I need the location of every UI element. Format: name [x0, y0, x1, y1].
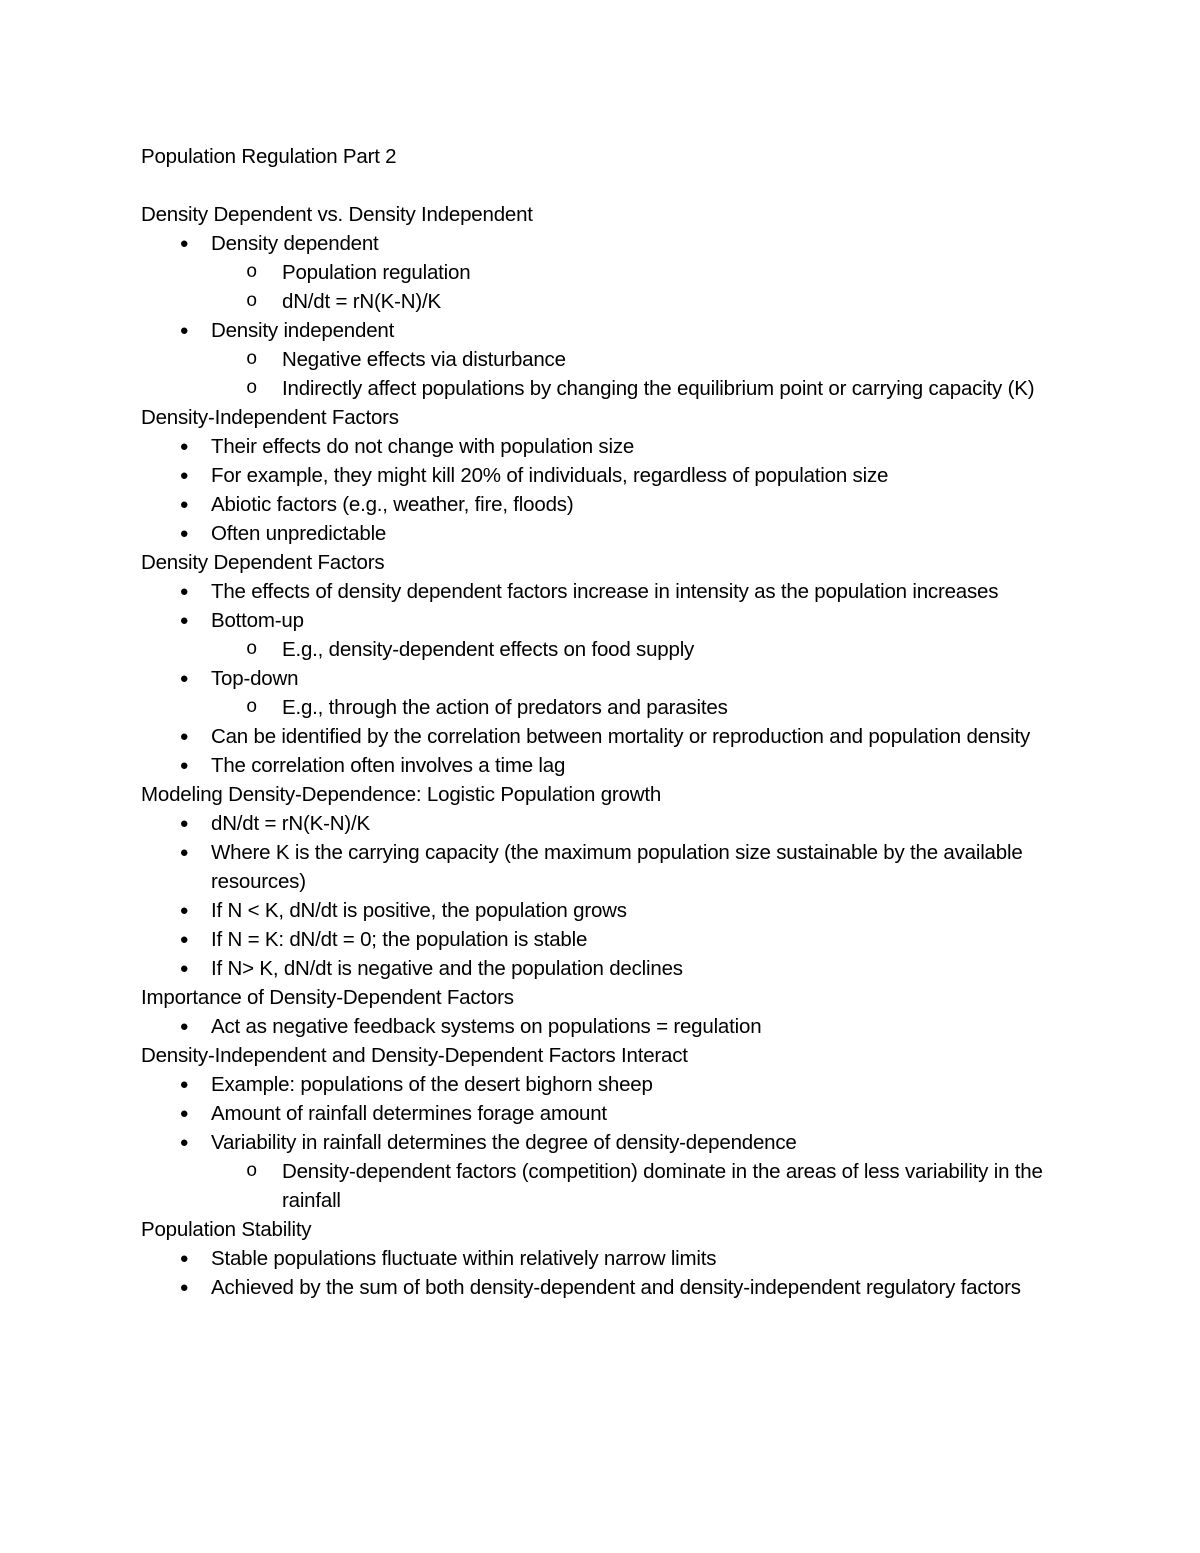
bullet-text: Density independent: [211, 319, 395, 342]
bullet-item: [141, 896, 1081, 925]
sub-bullet-list: [211, 635, 1081, 664]
bullet-list: [141, 229, 1081, 403]
bullet-dot-icon: ●: [179, 670, 189, 687]
bullet-text: Achieved by the sum of both density-dependent and density-independent regulatory factors: [211, 1276, 1021, 1299]
bullet-text: Often unpredictable: [211, 522, 387, 545]
bullet-item: [141, 490, 1081, 519]
bullet-list: [141, 577, 1081, 780]
hollow-circle-bullet-icon: o: [246, 290, 258, 312]
bullet-item: [141, 316, 1081, 403]
bullet-item: [141, 722, 1081, 751]
section-heading: Population Stability: [141, 1218, 312, 1241]
blank-line: [141, 171, 1081, 200]
bullet-list: [141, 432, 1081, 548]
bullet-text: Top-down: [211, 667, 299, 690]
bullet-text: The correlation often involves a time lag: [211, 754, 566, 777]
bullet-item: [141, 838, 1081, 896]
bullet-text: dN/dt = rN(K-N)/K: [211, 812, 370, 835]
bullet-item: [141, 519, 1081, 548]
bullet-list: [141, 809, 1081, 983]
bullet-item: [141, 664, 1081, 722]
bullet-list: [141, 1012, 1081, 1041]
bullet-dot-icon: ●: [179, 757, 189, 774]
bullet-list: [141, 1244, 1081, 1302]
bullet-text: The effects of density dependent factors increase in intensity as the population increases: [211, 580, 999, 603]
bullet-text: Stable populations fluctuate within relatively narrow limits: [211, 1247, 717, 1270]
sub-bullet-text: E.g., through the action of predators and parasites: [282, 696, 728, 719]
bullet-item: [141, 1099, 1081, 1128]
hollow-circle-bullet-icon: o: [246, 1160, 258, 1182]
bullet-text: Bottom-up: [211, 609, 304, 632]
hollow-circle-bullet-icon: o: [246, 377, 258, 399]
sub-bullet-list: [211, 258, 1081, 316]
sub-bullet-list: [211, 693, 1081, 722]
section-heading: Importance of Density-Dependent Factors: [141, 986, 514, 1009]
hollow-circle-bullet-icon: o: [246, 638, 258, 660]
sections-container: [141, 200, 1081, 1302]
bullet-text: Where K is the carrying capacity (the maximum population size sustainable by the available resources): [211, 841, 1023, 893]
bullet-item: [141, 751, 1081, 780]
bullet-dot-icon: ●: [179, 815, 189, 832]
bullet-text: For example, they might kill 20% of individuals, regardless of population size: [211, 464, 889, 487]
sub-bullet-list: [211, 1157, 1081, 1215]
hollow-circle-bullet-icon: o: [246, 696, 258, 718]
bullet-item: [141, 606, 1081, 664]
bullet-item: [141, 1273, 1081, 1302]
bullet-dot-icon: ●: [179, 467, 189, 484]
sub-bullet-item: [211, 287, 1081, 316]
bullet-dot-icon: ●: [179, 438, 189, 455]
bullet-text: Example: populations of the desert bighorn sheep: [211, 1073, 653, 1096]
bullet-item: [141, 1012, 1081, 1041]
sub-bullet-text: dN/dt = rN(K-N)/K: [282, 290, 441, 313]
section-heading: Density-Independent Factors: [141, 406, 399, 429]
bullet-item: [141, 577, 1081, 606]
bullet-dot-icon: ●: [179, 902, 189, 919]
bullet-item: [141, 809, 1081, 838]
bullet-text: Their effects do not change with population size: [211, 435, 635, 458]
bullet-list: [141, 1070, 1081, 1215]
section-heading: Density Dependent vs. Density Independent: [141, 203, 533, 226]
bullet-item: [141, 925, 1081, 954]
bullet-item: [141, 1070, 1081, 1099]
sub-bullet-item: [211, 258, 1081, 287]
bullet-dot-icon: ●: [179, 1134, 189, 1151]
sub-bullet-item: [211, 374, 1081, 403]
bullet-text: Density dependent: [211, 232, 379, 255]
sub-bullet-list: [211, 345, 1081, 403]
bullet-text: Can be identified by the correlation between mortality or reproduction and population density: [211, 725, 1030, 748]
sub-bullet-item: [211, 635, 1081, 664]
bullet-dot-icon: ●: [179, 496, 189, 513]
bullet-dot-icon: ●: [179, 322, 189, 339]
bullet-dot-icon: ●: [179, 1250, 189, 1267]
sub-bullet-text: Population regulation: [282, 261, 471, 284]
sub-bullet-text: Indirectly affect populations by changing the equilibrium point or carrying capacity (K): [282, 377, 1035, 400]
hollow-circle-bullet-icon: o: [246, 261, 258, 283]
sub-bullet-text: Negative effects via disturbance: [282, 348, 566, 371]
hollow-circle-bullet-icon: o: [246, 348, 258, 370]
sub-bullet-item: [211, 693, 1081, 722]
bullet-dot-icon: ●: [179, 525, 189, 542]
bullet-text: If N> K, dN/dt is negative and the population declines: [211, 957, 683, 980]
bullet-item: [141, 432, 1081, 461]
bullet-dot-icon: ●: [179, 728, 189, 745]
bullet-dot-icon: ●: [179, 844, 189, 861]
bullet-dot-icon: ●: [179, 931, 189, 948]
bullet-text: Amount of rainfall determines forage amount: [211, 1102, 607, 1125]
bullet-item: [141, 1128, 1081, 1215]
bullet-dot-icon: ●: [179, 1105, 189, 1122]
bullet-item: [141, 229, 1081, 316]
bullet-dot-icon: ●: [179, 960, 189, 977]
bullet-dot-icon: ●: [179, 612, 189, 629]
sub-bullet-text: Density-dependent factors (competition) dominate in the areas of less variability in the rainfall: [282, 1160, 1043, 1212]
bullet-item: [141, 461, 1081, 490]
bullet-item: [141, 954, 1081, 983]
bullet-dot-icon: ●: [179, 1076, 189, 1093]
bullet-text: If N = K: dN/dt = 0; the population is stable: [211, 928, 588, 951]
section-heading: Density-Independent and Density-Dependent Factors Interact: [141, 1044, 688, 1067]
bullet-dot-icon: ●: [179, 583, 189, 600]
document-title: Population Regulation Part 2: [141, 145, 397, 168]
section-heading: Modeling Density-Dependence: Logistic Population growth: [141, 783, 662, 806]
bullet-text: Abiotic factors (e.g., weather, fire, floods): [211, 493, 574, 516]
bullet-item: [141, 1244, 1081, 1273]
sub-bullet-item: [211, 1157, 1081, 1215]
sub-bullet-item: [211, 345, 1081, 374]
bullet-text: Variability in rainfall determines the degree of density-dependence: [211, 1131, 797, 1154]
bullet-text: Act as negative feedback systems on populations = regulation: [211, 1015, 762, 1038]
bullet-dot-icon: ●: [179, 1279, 189, 1296]
bullet-text: If N < K, dN/dt is positive, the population grows: [211, 899, 627, 922]
section-heading: Density Dependent Factors: [141, 551, 385, 574]
sub-bullet-text: E.g., density-dependent effects on food supply: [282, 638, 695, 661]
document-page: [141, 142, 1081, 1302]
bullet-dot-icon: ●: [179, 1018, 189, 1035]
bullet-dot-icon: ●: [179, 235, 189, 252]
